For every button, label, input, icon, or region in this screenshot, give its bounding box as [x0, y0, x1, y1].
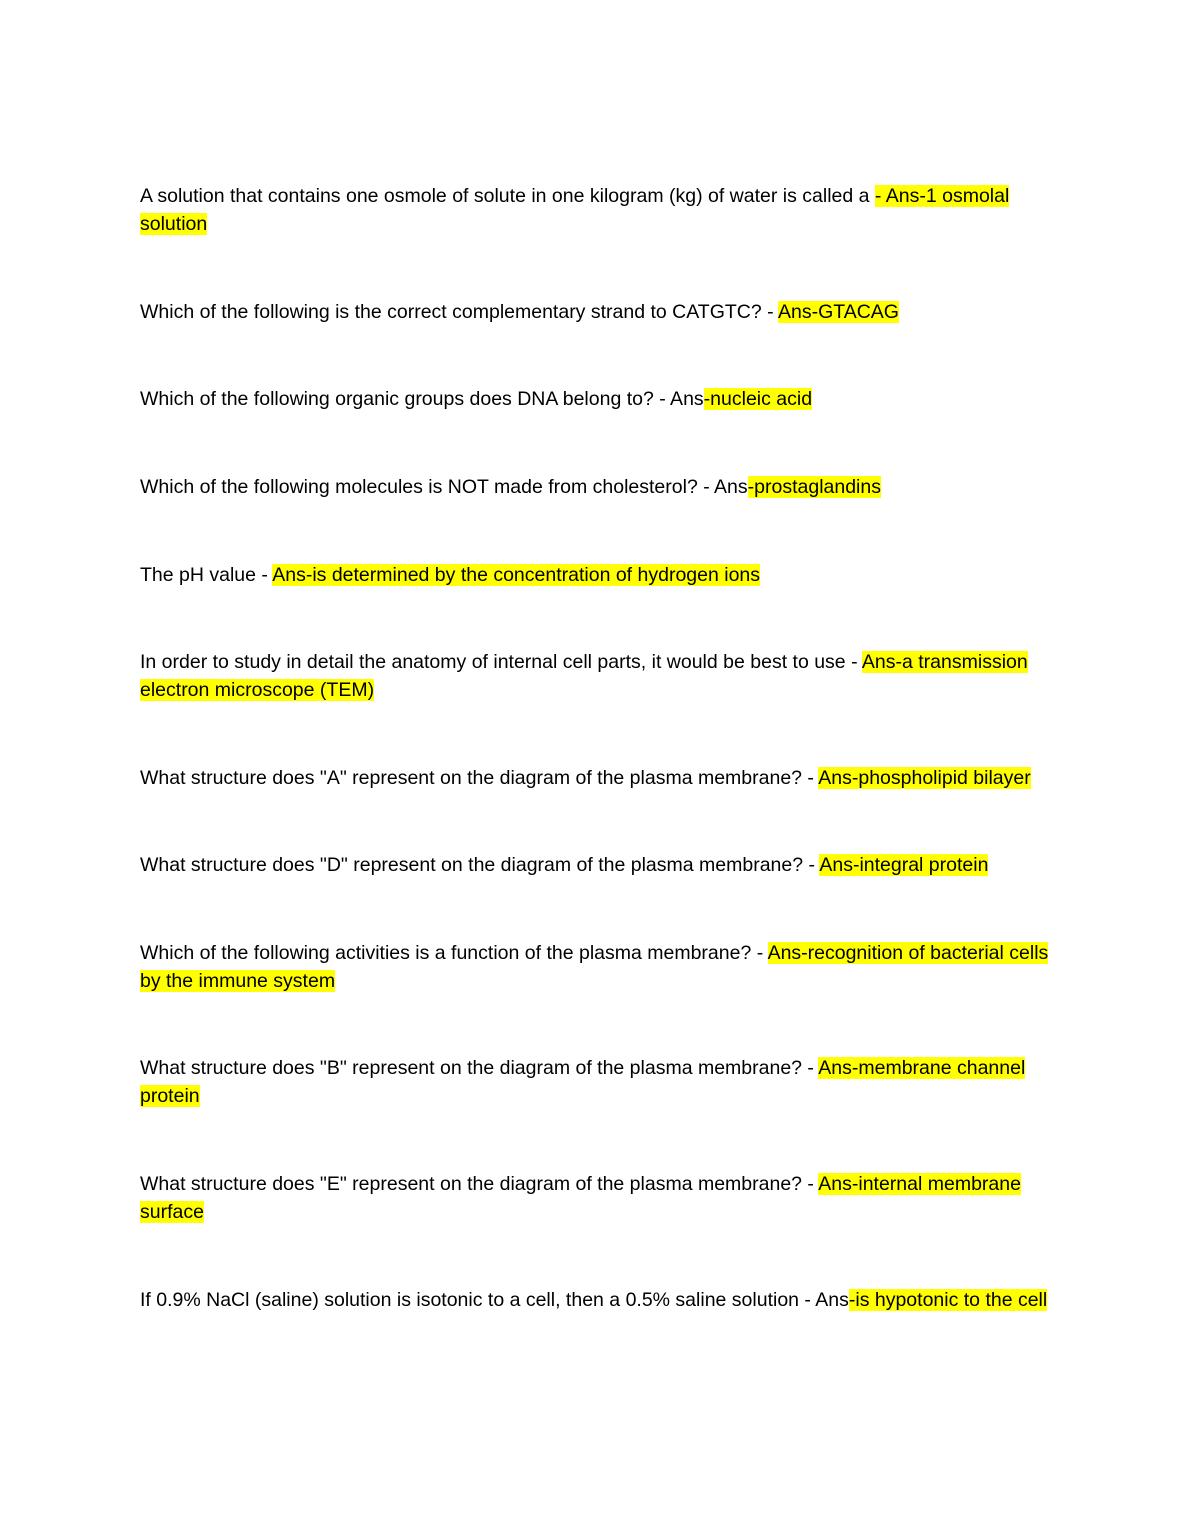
answer-highlight: - Ans-1 osmolal solution	[140, 185, 1010, 235]
answer-highlight: Ans-recognition of bacterial cells by the immune system	[140, 942, 1049, 992]
qa-item	[140, 385, 812, 413]
qa-item	[140, 648, 1052, 704]
question-text: Which of the following molecules is NOT made from cholesterol? - Ans	[140, 476, 748, 498]
qa-item	[140, 1170, 1052, 1226]
answer-highlight: Ans-phospholipid bilayer	[818, 767, 1031, 789]
question-text: Which of the following is the correct complementary strand to CATGTC? -	[140, 301, 778, 323]
answer-highlight: Ans-internal membrane surface	[140, 1173, 1021, 1223]
question-text: A solution that contains one osmole of solute in one kilogram (kg) of water is called a	[140, 185, 875, 207]
qa-item	[140, 764, 1031, 792]
qa-item	[140, 298, 899, 326]
answer-highlight: -is hypotonic to the cell	[848, 1289, 1048, 1311]
qa-item	[140, 851, 988, 879]
qa-item	[140, 939, 1052, 995]
question-text: The pH value -	[140, 564, 273, 586]
question-text: What structure does "D" represent on the diagram of the plasma membrane? -	[140, 854, 820, 876]
question-text: What structure does "B" represent on the diagram of the plasma membrane? -	[140, 1057, 819, 1079]
answer-highlight: Ans-a transmission electron microscope (TEM)	[140, 651, 1028, 701]
answer-highlight: Ans-is determined by the concentration of hydrogen ions	[272, 564, 761, 586]
answer-highlight: Ans-integral protein	[819, 854, 989, 876]
question-text: What structure does "E" represent on the diagram of the plasma membrane? -	[140, 1173, 819, 1195]
question-text: If 0.9% NaCl (saline) solution is isotonic to a cell, then a 0.5% saline solution - Ans	[140, 1289, 849, 1311]
qa-item	[140, 1286, 1047, 1314]
answer-highlight: -prostaglandins	[747, 476, 881, 498]
answer-highlight: Ans-membrane channel protein	[140, 1057, 1026, 1107]
qa-item	[140, 182, 1052, 238]
question-text: In order to study in detail the anatomy of internal cell parts, it would be best to use -	[140, 651, 862, 673]
question-text: What structure does "A" represent on the diagram of the plasma membrane? -	[140, 767, 819, 789]
question-text: Which of the following organic groups does DNA belong to? - Ans	[140, 388, 704, 410]
question-text: Which of the following activities is a function of the plasma membrane? -	[140, 942, 768, 964]
answer-highlight: Ans-GTACAG	[777, 301, 899, 323]
answer-highlight: -nucleic acid	[703, 388, 813, 410]
qa-item	[140, 1054, 1052, 1110]
qa-item	[140, 561, 760, 589]
qa-item	[140, 473, 881, 501]
